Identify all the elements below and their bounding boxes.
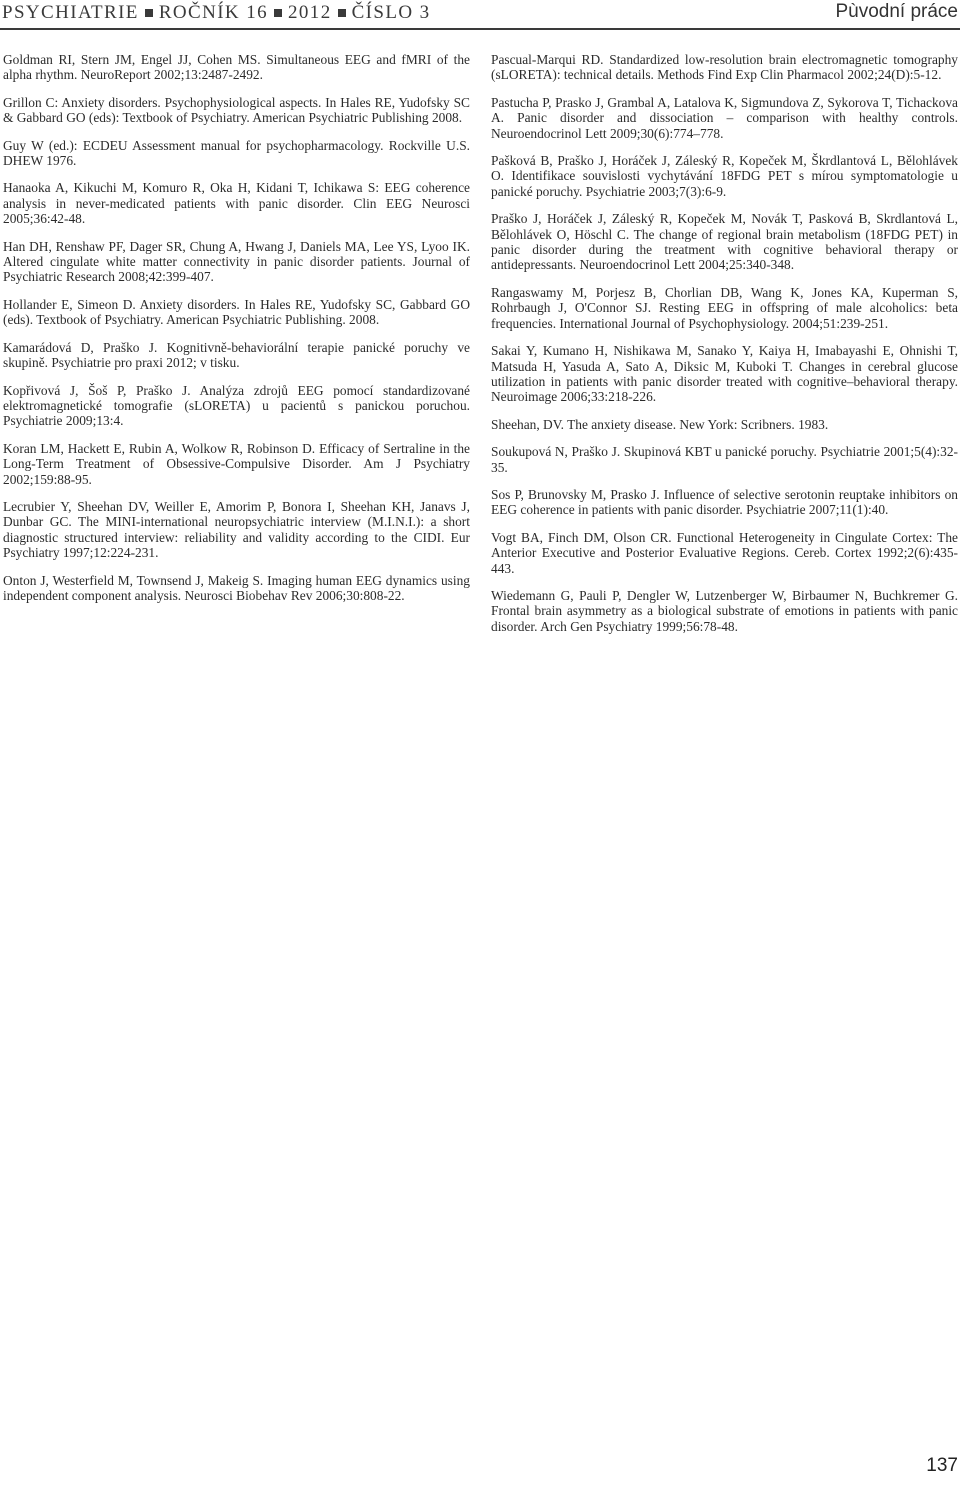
reference-item: Grillon C: Anxiety disorders. Psychophysiological aspects. In Hales RE, Yudofsky SC & Gabbard GO (eds): Textbook of Psychiatry. American Psychiatric Publishing 2008. (3, 94, 470, 126)
reference-item: Guy W (ed.): ECDEU Assessment manual for psychopharmacology. Rockville U.S. DHEW 1976. (3, 137, 470, 169)
reference-item: Rangaswamy M, Porjesz B, Chorlian DB, Wang K, Jones KA, Kuperman S, Rohrbaugh J, O'Connor SJ. Resting EEG in offspring of male alcoholics: beta frequencies. International Journal of Psychophysiology. 2004;51:239-251. (491, 284, 958, 331)
running-header (0, 0, 960, 34)
reference-item: Han DH, Renshaw PF, Dager SR, Chung A, Hwang J, Daniels MA, Lee YS, Lyoo IK. Altered cingulate white matter connectivity in panic disorder patients. Journal of Psychiatric Research 2008;42:399-407. (3, 238, 470, 285)
reference-item: Hollander E, Simeon D. Anxiety disorders. In Hales RE, Yudofsky SC, Gabbard GO (eds). Textbook of Psychiatry. American Psychiatric Publishing. 2008. (3, 296, 470, 328)
reference-item: Vogt BA, Finch DM, Olson CR. Functional Heterogeneity in Cingulate Cortex: The Anterior Executive and Posterior Evaluative Regions. Cereb. Cortex 1992;2(6):435-443. (491, 529, 958, 576)
journal-name: PSYCHIATRIE (2, 2, 139, 23)
reference-item: Soukupová N, Praško J. Skupinová KBT u panické poruchy. Psychiatrie 2001;5(4):32-35. (491, 444, 958, 475)
reference-item: Sheehan, DV. The anxiety disease. New York: Scribners. 1983. (491, 416, 829, 432)
separator-square-icon (274, 9, 282, 17)
page-number: 137 (926, 1455, 958, 1476)
header-rule (0, 28, 960, 30)
journal-year: 2012 (288, 2, 332, 23)
reference-item: Pastucha P, Prasko J, Grambal A, Latalova K, Sigmundova Z, Sykorova T, Tichackova A. Panic disorder and dissociation – comparison with healthy controls. Neuroendocrinol Lett 2009;30(6):774–778. (491, 94, 958, 141)
journal-title (2, 2, 431, 24)
reference-item: Sos P, Brunovsky M, Prasko J. Influence of selective serotonin reuptake inhibitors on EEG coherence in patients with panic disorder. Psychiatrie 2007;11(1):40. (491, 486, 958, 518)
reference-item: Hanaoka A, Kikuchi M, Komuro R, Oka H, Kidani T, Ichikawa S: EEG coherence analysis in never-medicated patients with panic disorder. Clin EEG Neurosci 2005;36:42-48. (3, 180, 470, 227)
separator-square-icon (338, 9, 346, 17)
section-label: Pùvodní práce (835, 1, 958, 22)
reference-item: Pascual-Marqui RD. Standardized low-resolution brain electromagnetic tomography (sLORETA): technical details. Methods Find Exp Clin Pharmacol 2002;24(D):5-12. (491, 52, 958, 83)
reference-item: Goldman RI, Stern JM, Engel JJ, Cohen MS. Simultaneous EEG and fMRI of the alpha rhythm. NeuroReport 2002;13:2487-2492. (3, 52, 470, 83)
reference-item: Lecrubier Y, Sheehan DV, Weiller E, Amorim P, Bonora I, Sheehan KH, Janavs J, Dunbar GC. The MINI-international neuropsychiatric interview (M.I.N.I.): a short diagnostic structured interview: reliability and validity according to the CIDI. Eur Psychiatry 1997;12:224-231. (3, 498, 470, 561)
reference-item: Koran LM, Hackett E, Rubin A, Wolkow R, Robinson D. Efficacy of Sertraline in the Long-Term Treatment of Obsessive-Compulsive Disorder. Am J Psychiatry 2002;159:88-95. (3, 440, 470, 487)
references-left-column (3, 52, 470, 615)
reference-item: Wiedemann G, Pauli P, Dengler W, Lutzenberger W, Birbaumer N, Buchkremer G. Frontal brain asymmetry as a biological substrate of emotions in patients with panic disorder. Arch Gen Psychiatry 1999;56:78-48. (491, 587, 958, 634)
reference-item: Pašková B, Praško J, Horáček J, Záleský R, Kopeček M, Škrdlantová L, Bělohlávek O. Identifikace souvislosti vychytávání 18FDG PET s mírou symptomatologie u panické poruchy. Psychiatrie 2003;7(3):6-9. (491, 153, 958, 199)
separator-square-icon (145, 9, 153, 17)
reference-item: Kopřivová J, Šoš P, Praško J. Analýza zdrojů EEG pomocí standardizované elektromagnetické tomografie (sLORETA) u pacientů s panickou poruchou. Psychiatrie 2009;13:4. (3, 382, 470, 429)
reference-item: Sakai Y, Kumano H, Nishikawa M, Sanako Y, Kaiya H, Imabayashi E, Ohnishi T, Matsuda H, Yasuda A, Sato A, Diksic M, Kuboki T. Changes in cerebral glucose utilization in patients with panic disorder treated with cognitive–behavioral therapy. Neuroimage 2006;33:218-226. (491, 343, 958, 405)
reference-item: Kamarádová D, Praško J. Kognitivně-behaviorální terapie panické poruchy ve skupině. Psychiatrie pro praxi 2012; v tisku. (3, 339, 470, 371)
journal-issue: ČÍSLO 3 (351, 2, 431, 23)
reference-item: Onton J, Westerfield M, Townsend J, Makeig S. Imaging human EEG dynamics using independent component analysis. Neurosci Biobehav Rev 2006;30:808-22. (3, 572, 470, 603)
references-right-column (491, 52, 958, 646)
journal-volume: ROČNÍK 16 (158, 2, 268, 23)
reference-item: Praško J, Horáček J, Záleský R, Kopeček M, Novák T, Pasková B, Skrdlantová L, Bělohlávek O, Höschl C. The change of regional brain metabolism (18FDG PET) in panic disorder during the treatment with cognitive behavioral therapy or antidepressants. Neuroendocrinol Lett 2004;25:340-348. (491, 211, 958, 273)
